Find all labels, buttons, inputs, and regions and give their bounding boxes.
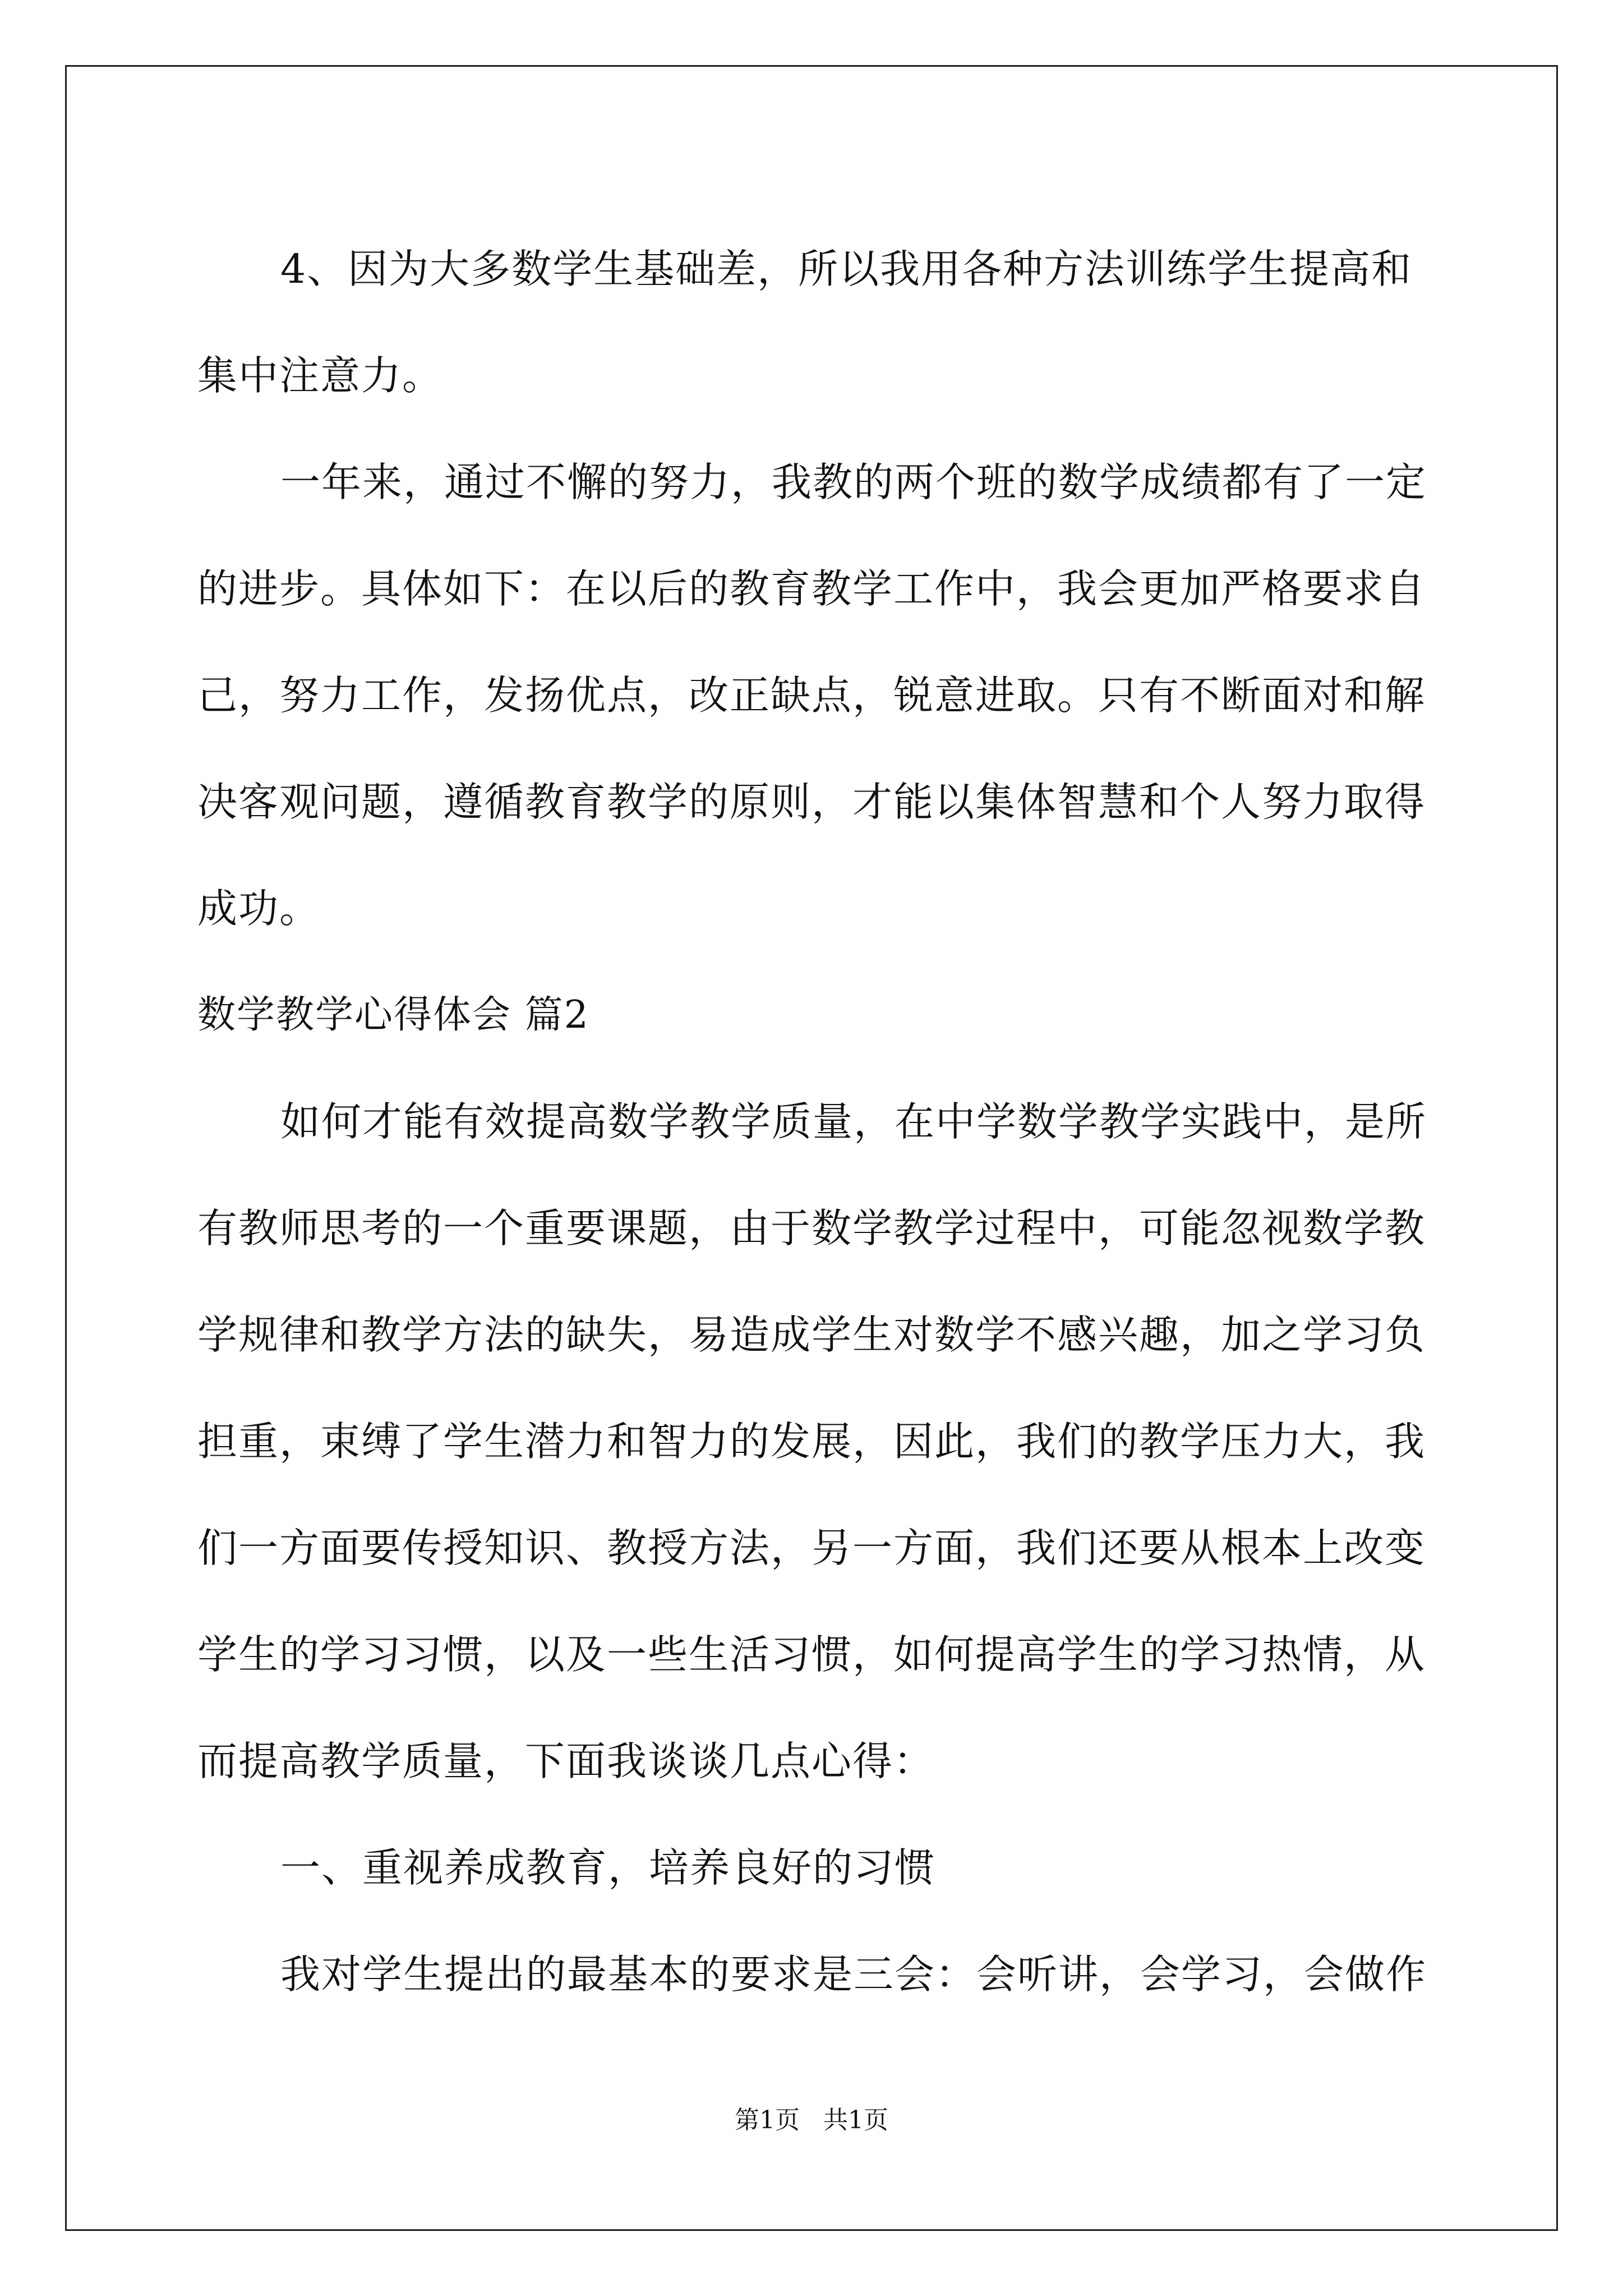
paragraph: 如何才能有效提高数学教学质量，在中学数学教学实践中，是所有教师思考的一个重要课题，由于数学教学过程中，可能忽视数学教学规律和教学方法的缺失，易造成学生对数学不感兴趣，加之学习负担重，束缚了学生潜力和智力的发展，因此，我们的教学压力大，我们一方面要传授知识、教授方法，另一方面，我们还要从根本上改变学生的学习习惯，以及一些生活习惯，如何提高学生的学习热情，从而提高教学质量，下面我谈谈几点心得： [197,1098,1427,1784]
section-heading: 数学教学心得体会 篇2 [197,993,589,1037]
paragraph: 一、重视养成教育，培养良好的习惯 [280,1844,936,1891]
page-footer [0,2104,1623,2137]
paragraph: 4、因为大多数学生基础差，所以我用各种方法训练学生提高和集中注意力。 [197,246,1413,399]
paragraph: 我对学生提出的最基本的要求是三会：会听讲，会学习，会做作 [280,1951,1427,1998]
page-number-current: 第1页 [735,2106,800,2134]
paragraph: 一年来，通过不懈的努力，我教的两个班的数学成绩都有了一定的进步。具体如下：在以后的教育教学工作中，我会更加严格要求自己，努力工作，发扬优点，改正缺点，锐意进取。只有不断面对和解决客观问题，遵循教育教学的原则，才能以集体智慧和个人努力取得成功。 [197,459,1427,932]
document-body [197,216,1431,2028]
page-number-total: 共1页 [823,2106,888,2134]
